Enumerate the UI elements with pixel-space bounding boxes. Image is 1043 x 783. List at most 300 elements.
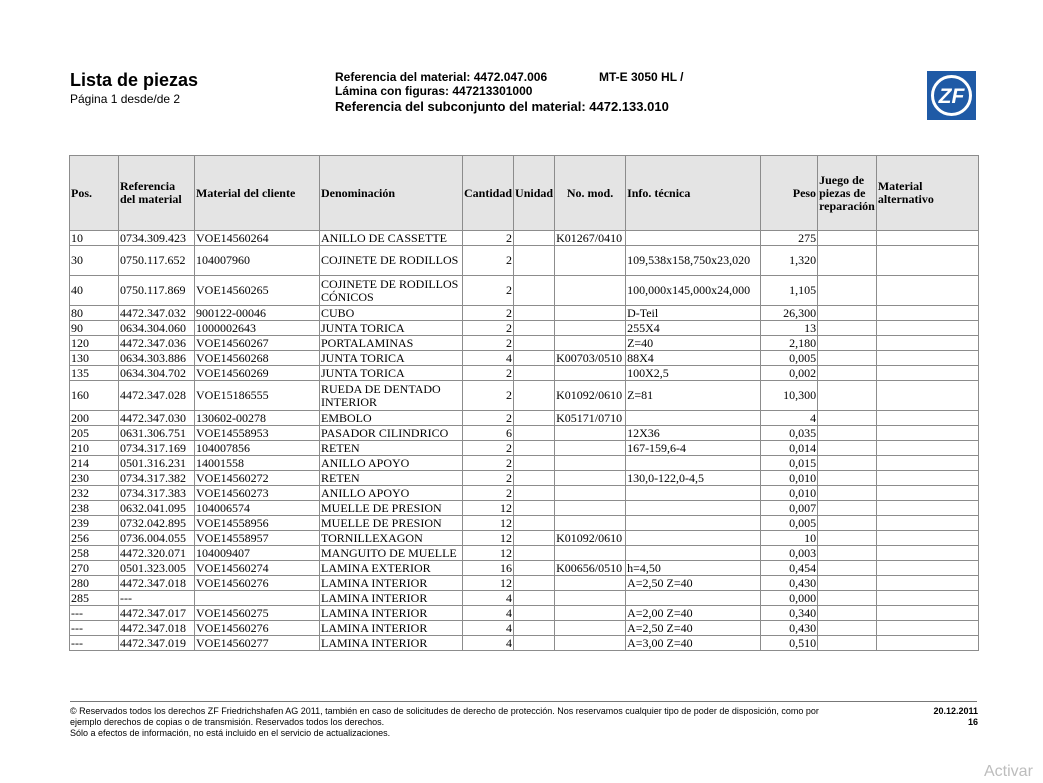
cell-tech-info: A=2,50 Z=40: [626, 621, 761, 636]
cell-unit: [514, 516, 555, 531]
cell-material-ref: 0634.304.060: [119, 321, 195, 336]
cell-mod-no: [555, 546, 626, 561]
cell-pos: 214: [70, 456, 119, 471]
cell-client-material: VOE14560268: [195, 351, 320, 366]
cell-pos: 10: [70, 231, 119, 246]
cell-weight: 2,180: [761, 336, 818, 351]
cell-material-ref: 0734.317.383: [119, 486, 195, 501]
cell-name: CUBO: [320, 306, 463, 321]
col-header-weight: Peso: [761, 156, 818, 231]
cell-quantity: 12: [463, 546, 514, 561]
table-row: [70, 456, 979, 471]
cell-pos: 285: [70, 591, 119, 606]
cell-repair-kit: [818, 276, 877, 306]
cell-client-material: VOE14560275: [195, 606, 320, 621]
footer-date: 20.12.2011: [933, 706, 978, 716]
cell-name: PORTALAMINAS: [320, 336, 463, 351]
cell-material-ref: 4472.347.028: [119, 381, 195, 411]
cell-repair-kit: [818, 636, 877, 651]
cell-repair-kit: [818, 246, 877, 276]
cell-pos: 270: [70, 561, 119, 576]
cell-mod-no: [555, 456, 626, 471]
parts-table: [69, 155, 979, 651]
col-header-tech-info: Info. técnica: [626, 156, 761, 231]
cell-pos: 210: [70, 441, 119, 456]
cell-quantity: 12: [463, 576, 514, 591]
table-row: [70, 576, 979, 591]
cell-quantity: 2: [463, 456, 514, 471]
cell-weight: 1,105: [761, 276, 818, 306]
cell-pos: 135: [70, 366, 119, 381]
cell-quantity: 4: [463, 636, 514, 651]
cell-pos: 30: [70, 246, 119, 276]
cell-quantity: 2: [463, 321, 514, 336]
cell-unit: [514, 576, 555, 591]
cell-client-material: 14001558: [195, 456, 320, 471]
cell-pos: 258: [70, 546, 119, 561]
cell-client-material: VOE14560265: [195, 276, 320, 306]
cell-repair-kit: [818, 606, 877, 621]
cell-mod-no: [555, 516, 626, 531]
table-row: [70, 426, 979, 441]
cell-tech-info: [626, 531, 761, 546]
table-row: [70, 321, 979, 336]
cell-pos: 230: [70, 471, 119, 486]
table-row: [70, 471, 979, 486]
cell-weight: 0,005: [761, 516, 818, 531]
cell-tech-info: [626, 411, 761, 426]
col-header-alt-material: Material alternativo: [876, 156, 978, 231]
cell-tech-info: Z=81: [626, 381, 761, 411]
cell-material-ref: 0734.317.169: [119, 441, 195, 456]
cell-alt-material: [876, 276, 978, 306]
cell-client-material: 900122-00046: [195, 306, 320, 321]
cell-pos: 200: [70, 411, 119, 426]
cell-unit: [514, 441, 555, 456]
cell-alt-material: [876, 516, 978, 531]
cell-alt-material: [876, 501, 978, 516]
cell-alt-material: [876, 381, 978, 411]
cell-weight: 0,454: [761, 561, 818, 576]
cell-mod-no: [555, 276, 626, 306]
cell-alt-material: [876, 621, 978, 636]
table-row: [70, 546, 979, 561]
cell-client-material: 130602-00278: [195, 411, 320, 426]
table-row: [70, 351, 979, 366]
cell-tech-info: 130,0-122,0-4,5: [626, 471, 761, 486]
table-row: [70, 486, 979, 501]
footer-line-3: Sólo a efectos de información, no está incluido en el servicio de actualizaciones.: [70, 728, 391, 738]
cell-unit: [514, 471, 555, 486]
cell-quantity: 2: [463, 306, 514, 321]
col-header-client-material: Material del cliente: [195, 156, 320, 231]
cell-weight: 0,340: [761, 606, 818, 621]
cell-mod-no: [555, 486, 626, 501]
cell-pos: 80: [70, 306, 119, 321]
table-row: [70, 531, 979, 546]
cell-quantity: 2: [463, 246, 514, 276]
cell-name: MANGUITO DE MUELLE: [320, 546, 463, 561]
zf-logo-mark: [927, 71, 976, 120]
cell-material-ref: ---: [119, 591, 195, 606]
cell-quantity: 2: [463, 381, 514, 411]
cell-tech-info: [626, 501, 761, 516]
table-row: [70, 306, 979, 321]
cell-unit: [514, 606, 555, 621]
col-header-material-ref: Referencia del material: [119, 156, 195, 231]
cell-unit: [514, 351, 555, 366]
cell-client-material: VOE14560276: [195, 576, 320, 591]
figure-sheet-reference: Lámina con figuras: 447213301000: [335, 84, 533, 98]
cell-repair-kit: [818, 531, 877, 546]
cell-mod-no: K00703/0510: [555, 351, 626, 366]
cell-weight: 0,010: [761, 486, 818, 501]
cell-alt-material: [876, 426, 978, 441]
cell-client-material: VOE14560272: [195, 471, 320, 486]
cell-unit: [514, 246, 555, 276]
cell-client-material: VOE14560269: [195, 366, 320, 381]
cell-weight: 13: [761, 321, 818, 336]
cell-client-material: VOE14560277: [195, 636, 320, 651]
cell-weight: 0,035: [761, 426, 818, 441]
table-row: [70, 246, 979, 276]
cell-material-ref: 4472.347.018: [119, 621, 195, 636]
cell-tech-info: Z=40: [626, 336, 761, 351]
cell-weight: 1,320: [761, 246, 818, 276]
cell-mod-no: [555, 501, 626, 516]
cell-material-ref: 0750.117.652: [119, 246, 195, 276]
col-header-name: Denominación: [320, 156, 463, 231]
cell-repair-kit: [818, 381, 877, 411]
cell-mod-no: [555, 576, 626, 591]
cell-material-ref: 0634.304.702: [119, 366, 195, 381]
cell-name: JUNTA TORICA: [320, 321, 463, 336]
cell-pos: ---: [70, 606, 119, 621]
cell-mod-no: [555, 471, 626, 486]
cell-name: LAMINA INTERIOR: [320, 636, 463, 651]
cell-name: RETEN: [320, 441, 463, 456]
zf-logo: [927, 71, 976, 120]
cell-name: LAMINA INTERIOR: [320, 591, 463, 606]
cell-material-ref: 4472.347.030: [119, 411, 195, 426]
cell-unit: [514, 456, 555, 471]
cell-weight: 0,010: [761, 471, 818, 486]
footer-line-1: © Reservados todos los derechos ZF Friedrichshafen AG 2011, también en caso de solicitudes de derecho de protección. Nos reservamos cualquier tipo de poder de disposición, como por: [70, 706, 819, 716]
cell-tech-info: 255X4: [626, 321, 761, 336]
cell-tech-info: h=4,50: [626, 561, 761, 576]
cell-repair-kit: [818, 501, 877, 516]
cell-weight: 0,000: [761, 591, 818, 606]
cell-quantity: 4: [463, 591, 514, 606]
cell-mod-no: [555, 426, 626, 441]
cell-weight: 275: [761, 231, 818, 246]
cell-pos: 90: [70, 321, 119, 336]
cell-quantity: 16: [463, 561, 514, 576]
cell-name: ANILLO DE CASSETTE: [320, 231, 463, 246]
cell-repair-kit: [818, 306, 877, 321]
col-header-mod-no: No. mod.: [555, 156, 626, 231]
cell-pos: 238: [70, 501, 119, 516]
cell-name: ANILLO APOYO: [320, 456, 463, 471]
parts-table-body: [70, 231, 979, 651]
cell-pos: 232: [70, 486, 119, 501]
cell-weight: 0,002: [761, 366, 818, 381]
cell-mod-no: [555, 306, 626, 321]
cell-material-ref: 4472.320.071: [119, 546, 195, 561]
cell-weight: 0,510: [761, 636, 818, 651]
cell-weight: 0,005: [761, 351, 818, 366]
table-row: [70, 231, 979, 246]
cell-repair-kit: [818, 366, 877, 381]
cell-weight: 4: [761, 411, 818, 426]
cell-material-ref: 4472.347.032: [119, 306, 195, 321]
cell-unit: [514, 336, 555, 351]
cell-material-ref: 0734.317.382: [119, 471, 195, 486]
cell-tech-info: 100X2,5: [626, 366, 761, 381]
cell-tech-info: [626, 591, 761, 606]
cell-repair-kit: [818, 621, 877, 636]
cell-alt-material: [876, 471, 978, 486]
cell-mod-no: [555, 366, 626, 381]
cell-pos: 40: [70, 276, 119, 306]
cell-client-material: VOE14560276: [195, 621, 320, 636]
document-title: Lista de piezas: [70, 70, 199, 90]
cell-alt-material: [876, 246, 978, 276]
cell-unit: [514, 411, 555, 426]
cell-tech-info: 88X4: [626, 351, 761, 366]
cell-repair-kit: [818, 441, 877, 456]
cell-repair-kit: [818, 426, 877, 441]
cell-repair-kit: [818, 591, 877, 606]
cell-unit: [514, 231, 555, 246]
cell-name: PASADOR CILINDRICO: [320, 426, 463, 441]
cell-tech-info: 109,538x158,750x23,020: [626, 246, 761, 276]
cell-quantity: 4: [463, 351, 514, 366]
footer-page-number: 16: [967, 717, 978, 727]
cell-quantity: 2: [463, 276, 514, 306]
cell-mod-no: [555, 606, 626, 621]
cell-weight: 0,003: [761, 546, 818, 561]
cell-client-material: VOE14560267: [195, 336, 320, 351]
cell-repair-kit: [818, 546, 877, 561]
cell-repair-kit: [818, 351, 877, 366]
cell-client-material: VOE14560264: [195, 231, 320, 246]
table-row: [70, 366, 979, 381]
cell-unit: [514, 381, 555, 411]
cell-unit: [514, 531, 555, 546]
cell-unit: [514, 486, 555, 501]
cell-quantity: 2: [463, 486, 514, 501]
footer-line-2: ejemplo derechos de copias o de transmisión. Reservados todos los derechos.: [70, 717, 385, 727]
table-row: [70, 501, 979, 516]
cell-mod-no: K01092/0610: [555, 531, 626, 546]
cell-unit: [514, 321, 555, 336]
col-header-pos: Pos.: [70, 156, 119, 231]
cell-alt-material: [876, 591, 978, 606]
cell-unit: [514, 276, 555, 306]
cell-alt-material: [876, 231, 978, 246]
cell-pos: 239: [70, 516, 119, 531]
cell-client-material: [195, 591, 320, 606]
cell-name: JUNTA TORICA: [320, 351, 463, 366]
cell-tech-info: 12X36: [626, 426, 761, 441]
cell-name: TORNILLEXAGON: [320, 531, 463, 546]
cell-material-ref: 0501.316.231: [119, 456, 195, 471]
cell-client-material: VOE14560274: [195, 561, 320, 576]
cell-pos: ---: [70, 621, 119, 636]
cell-pos: 205: [70, 426, 119, 441]
page-info: Página 1 desde/de 2: [70, 92, 181, 106]
cell-repair-kit: [818, 411, 877, 426]
model-name: MT-E 3050 HL /: [599, 70, 684, 84]
cell-client-material: VOE14558956: [195, 516, 320, 531]
cell-tech-info: D-Teil: [626, 306, 761, 321]
material-reference: Referencia del material: 4472.047.006: [335, 70, 548, 84]
cell-alt-material: [876, 321, 978, 336]
cell-mod-no: [555, 336, 626, 351]
cell-weight: 10: [761, 531, 818, 546]
col-header-repair-kit: Juego de piezas de reparación: [818, 156, 877, 231]
cell-weight: 0,430: [761, 576, 818, 591]
cell-client-material: VOE14558953: [195, 426, 320, 441]
cell-pos: 130: [70, 351, 119, 366]
cell-name: LAMINA INTERIOR: [320, 621, 463, 636]
table-row: [70, 381, 979, 411]
cell-material-ref: 0732.042.895: [119, 516, 195, 531]
cell-tech-info: A=2,00 Z=40: [626, 606, 761, 621]
cell-alt-material: [876, 336, 978, 351]
cell-material-ref: 4472.347.019: [119, 636, 195, 651]
col-header-quantity: Cantidad: [463, 156, 514, 231]
cell-pos: 160: [70, 381, 119, 411]
cell-unit: [514, 546, 555, 561]
cell-weight: 0,430: [761, 621, 818, 636]
cell-quantity: 2: [463, 336, 514, 351]
zf-logo-text: ZF: [938, 85, 965, 108]
cell-material-ref: 0736.004.055: [119, 531, 195, 546]
cell-pos: 256: [70, 531, 119, 546]
cell-name: MUELLE DE PRESION: [320, 501, 463, 516]
cell-material-ref: 0734.309.423: [119, 231, 195, 246]
cell-material-ref: 0632.041.095: [119, 501, 195, 516]
cell-quantity: 2: [463, 411, 514, 426]
cell-alt-material: [876, 561, 978, 576]
cell-material-ref: 0501.323.005: [119, 561, 195, 576]
cell-name: ANILLO APOYO: [320, 486, 463, 501]
cell-mod-no: [555, 321, 626, 336]
table-row: [70, 441, 979, 456]
cell-name: LAMINA INTERIOR: [320, 576, 463, 591]
cell-client-material: 104009407: [195, 546, 320, 561]
cell-quantity: 4: [463, 621, 514, 636]
cell-client-material: VOE14558957: [195, 531, 320, 546]
cell-weight: 10,300: [761, 381, 818, 411]
cell-mod-no: [555, 441, 626, 456]
cell-tech-info: 100,000x145,000x24,000: [626, 276, 761, 306]
cell-name: MUELLE DE PRESION: [320, 516, 463, 531]
cell-unit: [514, 591, 555, 606]
cell-tech-info: [626, 546, 761, 561]
cell-alt-material: [876, 366, 978, 381]
cell-client-material: 104007856: [195, 441, 320, 456]
cell-client-material: VOE15186555: [195, 381, 320, 411]
cell-repair-kit: [818, 321, 877, 336]
cell-alt-material: [876, 576, 978, 591]
cell-alt-material: [876, 486, 978, 501]
cell-name: EMBOLO: [320, 411, 463, 426]
table-row: [70, 636, 979, 651]
cell-repair-kit: [818, 471, 877, 486]
table-row: [70, 621, 979, 636]
cell-alt-material: [876, 441, 978, 456]
cell-mod-no: K01092/0610: [555, 381, 626, 411]
cell-client-material: 104006574: [195, 501, 320, 516]
cell-quantity: 2: [463, 231, 514, 246]
cell-mod-no: [555, 246, 626, 276]
cell-tech-info: [626, 456, 761, 471]
cell-weight: 0,007: [761, 501, 818, 516]
table-row: [70, 276, 979, 306]
cell-mod-no: [555, 636, 626, 651]
cell-alt-material: [876, 411, 978, 426]
cell-alt-material: [876, 456, 978, 471]
cell-client-material: 104007960: [195, 246, 320, 276]
cell-client-material: 1000002643: [195, 321, 320, 336]
cell-alt-material: [876, 351, 978, 366]
cell-pos: 280: [70, 576, 119, 591]
table-row: [70, 411, 979, 426]
table-row: [70, 606, 979, 621]
cell-unit: [514, 621, 555, 636]
cell-quantity: 2: [463, 366, 514, 381]
cell-material-ref: 4472.347.017: [119, 606, 195, 621]
cell-tech-info: A=3,00 Z=40: [626, 636, 761, 651]
table-header-row: [70, 156, 979, 231]
cell-name: COJINETE DE RODILLOS CÓNICOS: [320, 276, 463, 306]
cell-name: JUNTA TORICA: [320, 366, 463, 381]
cell-material-ref: 0634.303.886: [119, 351, 195, 366]
cell-alt-material: [876, 531, 978, 546]
cell-name: LAMINA INTERIOR: [320, 606, 463, 621]
cell-material-ref: 4472.347.036: [119, 336, 195, 351]
cell-material-ref: 4472.347.018: [119, 576, 195, 591]
cell-repair-kit: [818, 561, 877, 576]
cell-weight: 26,300: [761, 306, 818, 321]
cell-mod-no: K00656/0510: [555, 561, 626, 576]
subassembly-reference: Referencia del subconjunto del material: 4472.133.010: [335, 99, 669, 114]
cell-quantity: 6: [463, 426, 514, 441]
cell-repair-kit: [818, 516, 877, 531]
cell-repair-kit: [818, 231, 877, 246]
cell-unit: [514, 306, 555, 321]
cell-alt-material: [876, 606, 978, 621]
cell-mod-no: K05171/0710: [555, 411, 626, 426]
cell-quantity: 2: [463, 471, 514, 486]
activation-watermark: Activar: [984, 763, 1033, 780]
cell-client-material: VOE14560273: [195, 486, 320, 501]
cell-pos: 120: [70, 336, 119, 351]
cell-name: RETEN: [320, 471, 463, 486]
cell-quantity: 4: [463, 606, 514, 621]
cell-unit: [514, 426, 555, 441]
cell-mod-no: [555, 621, 626, 636]
cell-unit: [514, 561, 555, 576]
cell-quantity: 12: [463, 531, 514, 546]
cell-repair-kit: [818, 456, 877, 471]
table-row: [70, 336, 979, 351]
footer-divider: [70, 701, 977, 702]
cell-material-ref: 0750.117.869: [119, 276, 195, 306]
